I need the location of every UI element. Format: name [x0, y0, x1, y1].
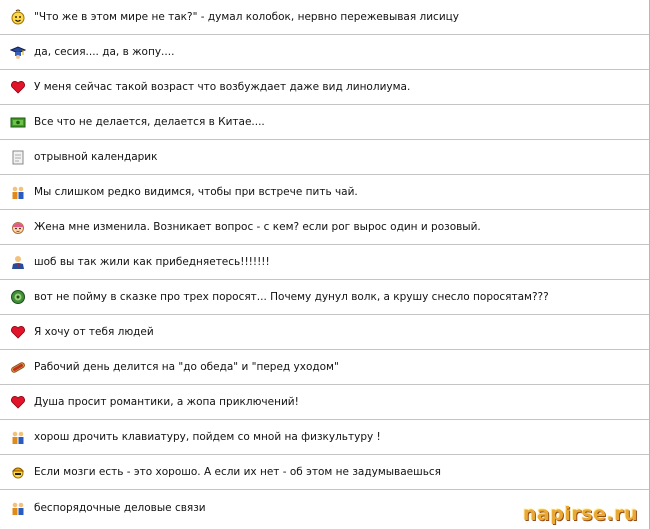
status-row[interactable]: [0, 280, 649, 315]
status-text: Душа просит романтики, а жопа приключений!: [34, 396, 299, 408]
status-row[interactable]: [0, 175, 649, 210]
status-text: Рабочий день делится на "до обеда" и "перед уходом": [34, 361, 339, 373]
status-row[interactable]: [0, 0, 649, 35]
status-text: беспорядочные деловые связи: [34, 501, 206, 514]
cash-icon: [10, 114, 26, 130]
status-text: да, сесия.... да, в жопу....: [34, 46, 175, 58]
heart-icon: [10, 324, 26, 340]
status-text: У меня сейчас такой возраст что возбуждает даже вид линолиума.: [34, 81, 411, 93]
heart-icon: [10, 79, 26, 95]
status-row[interactable]: [0, 70, 649, 105]
status-text: вот не пойму в сказке про трех поросят... Почему дунул волк, а крушу снесло поросятам???: [34, 291, 549, 303]
graduation-cap-icon: [10, 44, 26, 60]
status-row[interactable]: [0, 420, 649, 455]
status-text: Я хочу от тебя людей: [34, 326, 154, 338]
status-text: Мы слишком редко видимся, чтобы при встрече пить чай.: [34, 186, 358, 198]
calendar-icon: [10, 149, 26, 165]
status-row[interactable]: [0, 35, 649, 70]
watermark: napirse.ru: [522, 503, 638, 525]
status-text: Если мозги есть - это хорошо. А если их нет - об этом не задумываешься: [34, 466, 442, 478]
status-text: отрывной календарик: [34, 151, 158, 163]
businessman-icon: [10, 254, 26, 270]
hotdog-icon: [10, 359, 26, 375]
status-text: хорош дрочить клавиатуру, пойдем со мной на физкультуру !: [34, 431, 381, 443]
status-row[interactable]: [0, 140, 649, 175]
status-row[interactable]: [0, 245, 649, 280]
worker-icon: [10, 464, 26, 480]
status-row[interactable]: [0, 385, 649, 420]
status-row[interactable]: [0, 315, 649, 350]
status-row[interactable]: [0, 455, 649, 490]
people-icon: [10, 500, 26, 516]
status-row[interactable]: [0, 350, 649, 385]
girl-face-icon: [10, 219, 26, 235]
people-icon: [10, 184, 26, 200]
status-text: Все что не делается, делается в Китае....: [34, 116, 265, 128]
status-row[interactable]: [0, 105, 649, 140]
status-text: Жена мне изменила. Возникает вопрос - с кем? если рог вырос один и розовый.: [34, 221, 481, 233]
status-text: шоб вы так жили как прибедняетесь!!!!!!!: [34, 256, 270, 268]
happy-face-icon: [10, 9, 26, 25]
status-text: "Что же в этом мире не так?" - думал колобок, нервно пережевывая лисицу: [34, 11, 459, 23]
beer-icon: [10, 289, 26, 305]
people-icon: [10, 429, 26, 445]
heart-icon: [10, 394, 26, 410]
status-row[interactable]: [0, 210, 649, 245]
